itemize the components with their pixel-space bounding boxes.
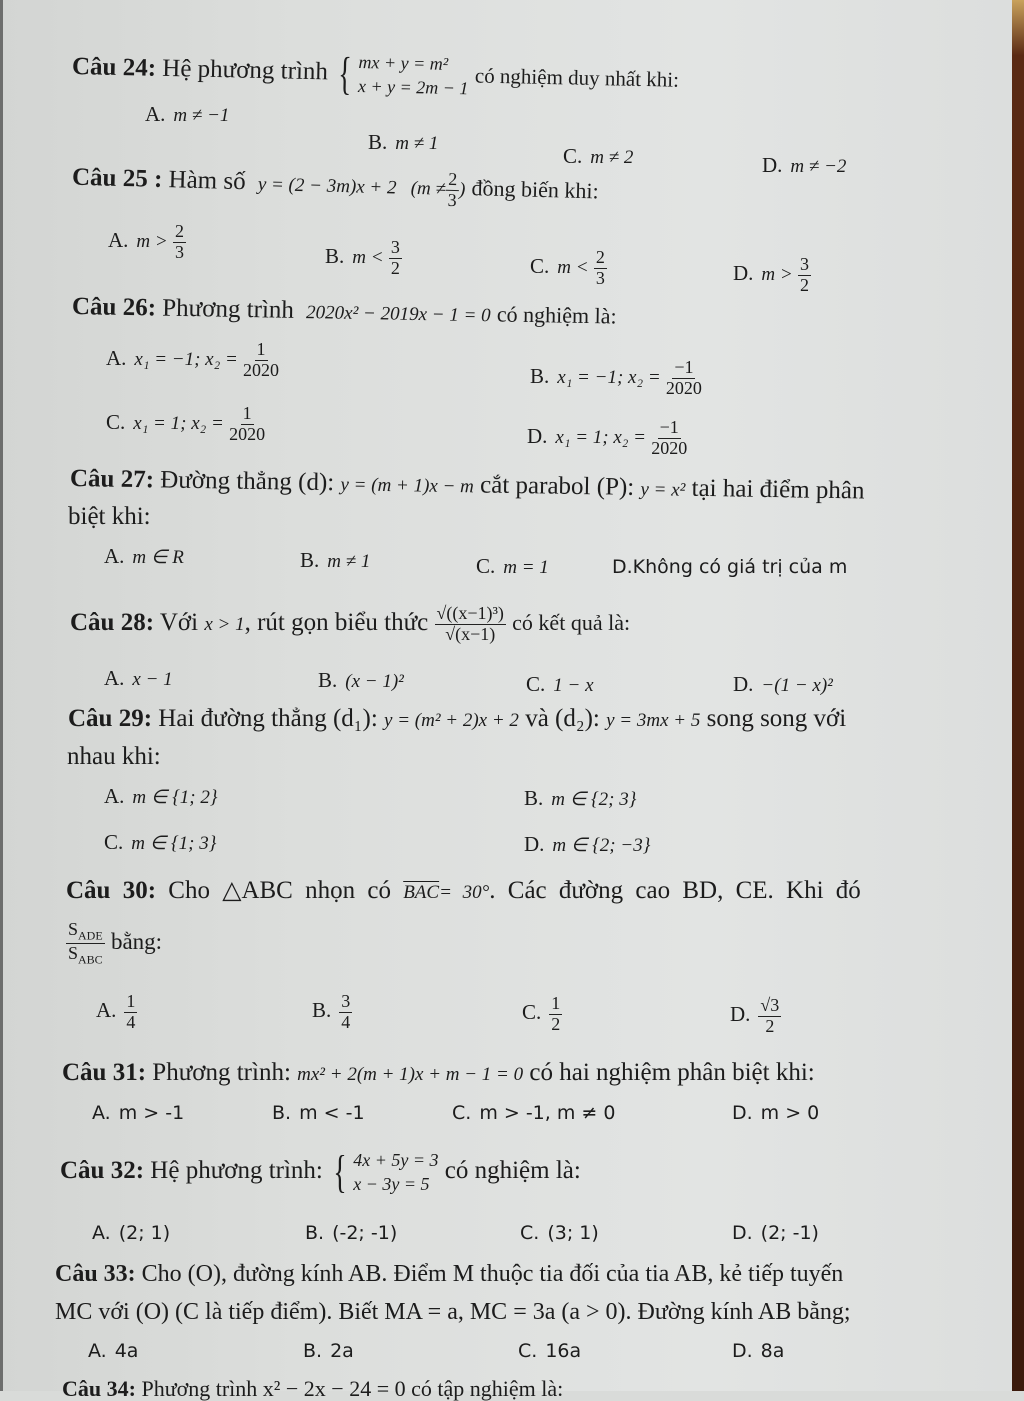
- option-d: D. x₁ = 1; x₂ = $\frac{-1}{2020}$: [527, 417, 688, 458]
- option-b: B. 2a: [303, 1340, 354, 1362]
- question-29-line2: nhau khi:: [67, 743, 161, 770]
- question-number: Câu 31:: [62, 1059, 147, 1086]
- radical-fraction: $\frac{\text{√((x−1)³)}}{√(x-1)}$: [436, 603, 504, 644]
- question-27-line2: biệt khi:: [68, 503, 151, 530]
- option-c: C. m < $\frac{2}{3}$: [530, 247, 605, 288]
- question-28: Câu 28: Với x > 1, rút gọn biểu thức $\frac{\text{√((x−1)³)}}{√(x-1)}$ có kết quả là:: [70, 603, 631, 644]
- question-text-end: đồng biến khi:: [471, 175, 599, 204]
- option-a: A. m ≠ −1: [145, 102, 230, 126]
- option-d: D. $\frac{√3}{2}$: [730, 995, 780, 1036]
- option-c: C. m = 1: [476, 554, 549, 578]
- option-b: B. m < $\frac{3}{2}$: [325, 237, 400, 278]
- option-d: D. m ∈ {2; −3}: [524, 832, 651, 856]
- equation: 2020x² − 2019x − 1 = 0: [305, 302, 491, 327]
- question-30-line2: $\frac{S_{ADE}}{S_{ABC}}$ bằng:: [67, 919, 163, 967]
- option-d: D. (2; -1): [732, 1222, 819, 1244]
- option-a: A. $\frac{1}{4}$: [96, 991, 136, 1032]
- question-27: Câu 27: Đường thẳng (d): y = (m + 1)x − m cắt parabol (P): y = x² tại hai điểm phân: [69, 465, 865, 505]
- equation-system: { mx + y = m² x + y = 2m − 1: [338, 47, 469, 100]
- option-a: A. m ∈ R: [104, 544, 184, 568]
- question-30: Câu 30: Cho △ABC nhọn có $\overline{BAC}= 30^\circ$. Các đường cao BD, CE. Khi đó: [66, 877, 861, 904]
- question-text: Đường thẳng (d):: [160, 466, 335, 497]
- angle-symbol: $\overline{BAC}$: [403, 882, 440, 903]
- question-text-end: có nghiệm duy nhất khi:: [474, 63, 680, 92]
- option-b: B. m < -1: [272, 1102, 365, 1124]
- question-text: Hệ phương trình: [162, 54, 329, 86]
- option-d: D. 8a: [732, 1340, 785, 1362]
- option-d: D. m > $\frac{3}{2}$: [733, 254, 809, 295]
- question-25: Câu 25 : Hàm số y = (2 − 3m)x + 2 (m ≠ $\frac{2}{3}$ ) đồng biến khi:: [71, 163, 599, 210]
- question-number: Câu 29:: [68, 705, 153, 732]
- option-b: B. (x − 1)²: [318, 668, 404, 692]
- question-31: Câu 31: Phương trình: mx² + 2(m + 1)x + m − 1 = 0 có hai nghiệm phân biệt khi:: [62, 1059, 815, 1086]
- option-c: C. x₁ = 1; x₂ = $\frac{1}{2020}$: [106, 403, 266, 444]
- option-b: B. m ∈ {2; 3}: [524, 786, 637, 810]
- option-d: D. −(1 − x)²: [733, 672, 833, 696]
- question-29: Câu 29: Hai đường thẳng (d₁): y = (m² + 2)x + 2 và (d₂): y = 3mx + 5 song song với: [68, 705, 847, 732]
- function-expression: y = (2 − 3m)x + 2: [257, 173, 397, 199]
- question-number: Câu 28:: [70, 609, 155, 637]
- option-b: B. x₁ = −1; x₂ = $\frac{-1}{2020}$: [530, 357, 702, 398]
- question-number: Câu 24:: [71, 53, 157, 82]
- equation-system: { 4x + 5y = 3 x − 3y = 5: [333, 1146, 439, 1198]
- wooden-table-edge: [1012, 0, 1024, 1391]
- question-number: Câu 26:: [71, 293, 157, 322]
- question-number: Câu 27:: [69, 465, 155, 494]
- option-c: C. $\frac{1}{2}$: [522, 993, 561, 1034]
- option-d: D. m ≠ −2: [762, 153, 847, 177]
- question-24: [71, 44, 679, 105]
- line-equation: y = (m + 1)x − m: [340, 474, 475, 498]
- area-ratio: $\frac{S_{ADE}}{S_{ABC}}$: [67, 919, 103, 967]
- option-d: D.Không có giá trị của m: [612, 556, 848, 578]
- question-33: Câu 33: Cho (O), đường kính AB. Điểm M thuộc tia đối của tia AB, kẻ tiếp tuyến: [55, 1261, 844, 1287]
- option-c: C. m ≠ 2: [563, 144, 634, 168]
- option-c: C. (3; 1): [520, 1222, 599, 1244]
- question-text: Hàm số: [168, 166, 247, 196]
- question-32: Câu 32: Hệ phương trình: { 4x + 5y = 3 x − 3y = 5 có nghiệm là:: [60, 1146, 581, 1198]
- option-d: D. m > 0: [732, 1102, 820, 1124]
- question-26: [72, 294, 617, 329]
- option-a: A. m > -1: [92, 1102, 185, 1124]
- question-number: Câu 30:: [66, 877, 157, 904]
- option-b: B. m ≠ 1: [368, 130, 439, 154]
- option-a: A. m ∈ {1; 2}: [104, 784, 218, 808]
- option-b: B. (-2; -1): [305, 1222, 398, 1244]
- option-a: A. (2; 1): [92, 1222, 171, 1244]
- question-text-end: có nghiệm là:: [496, 301, 617, 329]
- option-a: A. x − 1: [104, 666, 173, 690]
- question-34-partial: Câu 34: Phương trình x² − 2x − 24 = 0 có tập nghiệm là:: [62, 1376, 564, 1401]
- option-c: C. 1 − x: [526, 672, 594, 696]
- option-a: A. m > $\frac{2}{3}$: [108, 221, 184, 262]
- question-number: Câu 25 :: [71, 163, 163, 194]
- question-text: Phương trình: [162, 294, 295, 324]
- question-number: Câu 32:: [60, 1157, 145, 1185]
- option-c: C. m ∈ {1; 3}: [104, 830, 217, 854]
- question-number: Câu 33:: [55, 1261, 136, 1287]
- option-a: A. 4a: [88, 1340, 139, 1362]
- option-b: B. m ≠ 1: [300, 548, 371, 572]
- question-33-line2: MC với (O) (C là tiếp điểm). Biết MA = a, MC = 3a (a > 0). Đường kính AB bằng;: [55, 1299, 851, 1325]
- option-b: B. $\frac{3}{4}$: [312, 991, 351, 1032]
- parabola-equation: y = x²: [640, 478, 686, 501]
- option-a: A. x₁ = −1; x₂ = $\frac{1}{2020}$: [106, 339, 280, 380]
- page-left-shadow: [0, 0, 3, 1391]
- option-c: C. m > -1, m ≠ 0: [452, 1102, 616, 1124]
- option-c: C. 16a: [518, 1340, 582, 1362]
